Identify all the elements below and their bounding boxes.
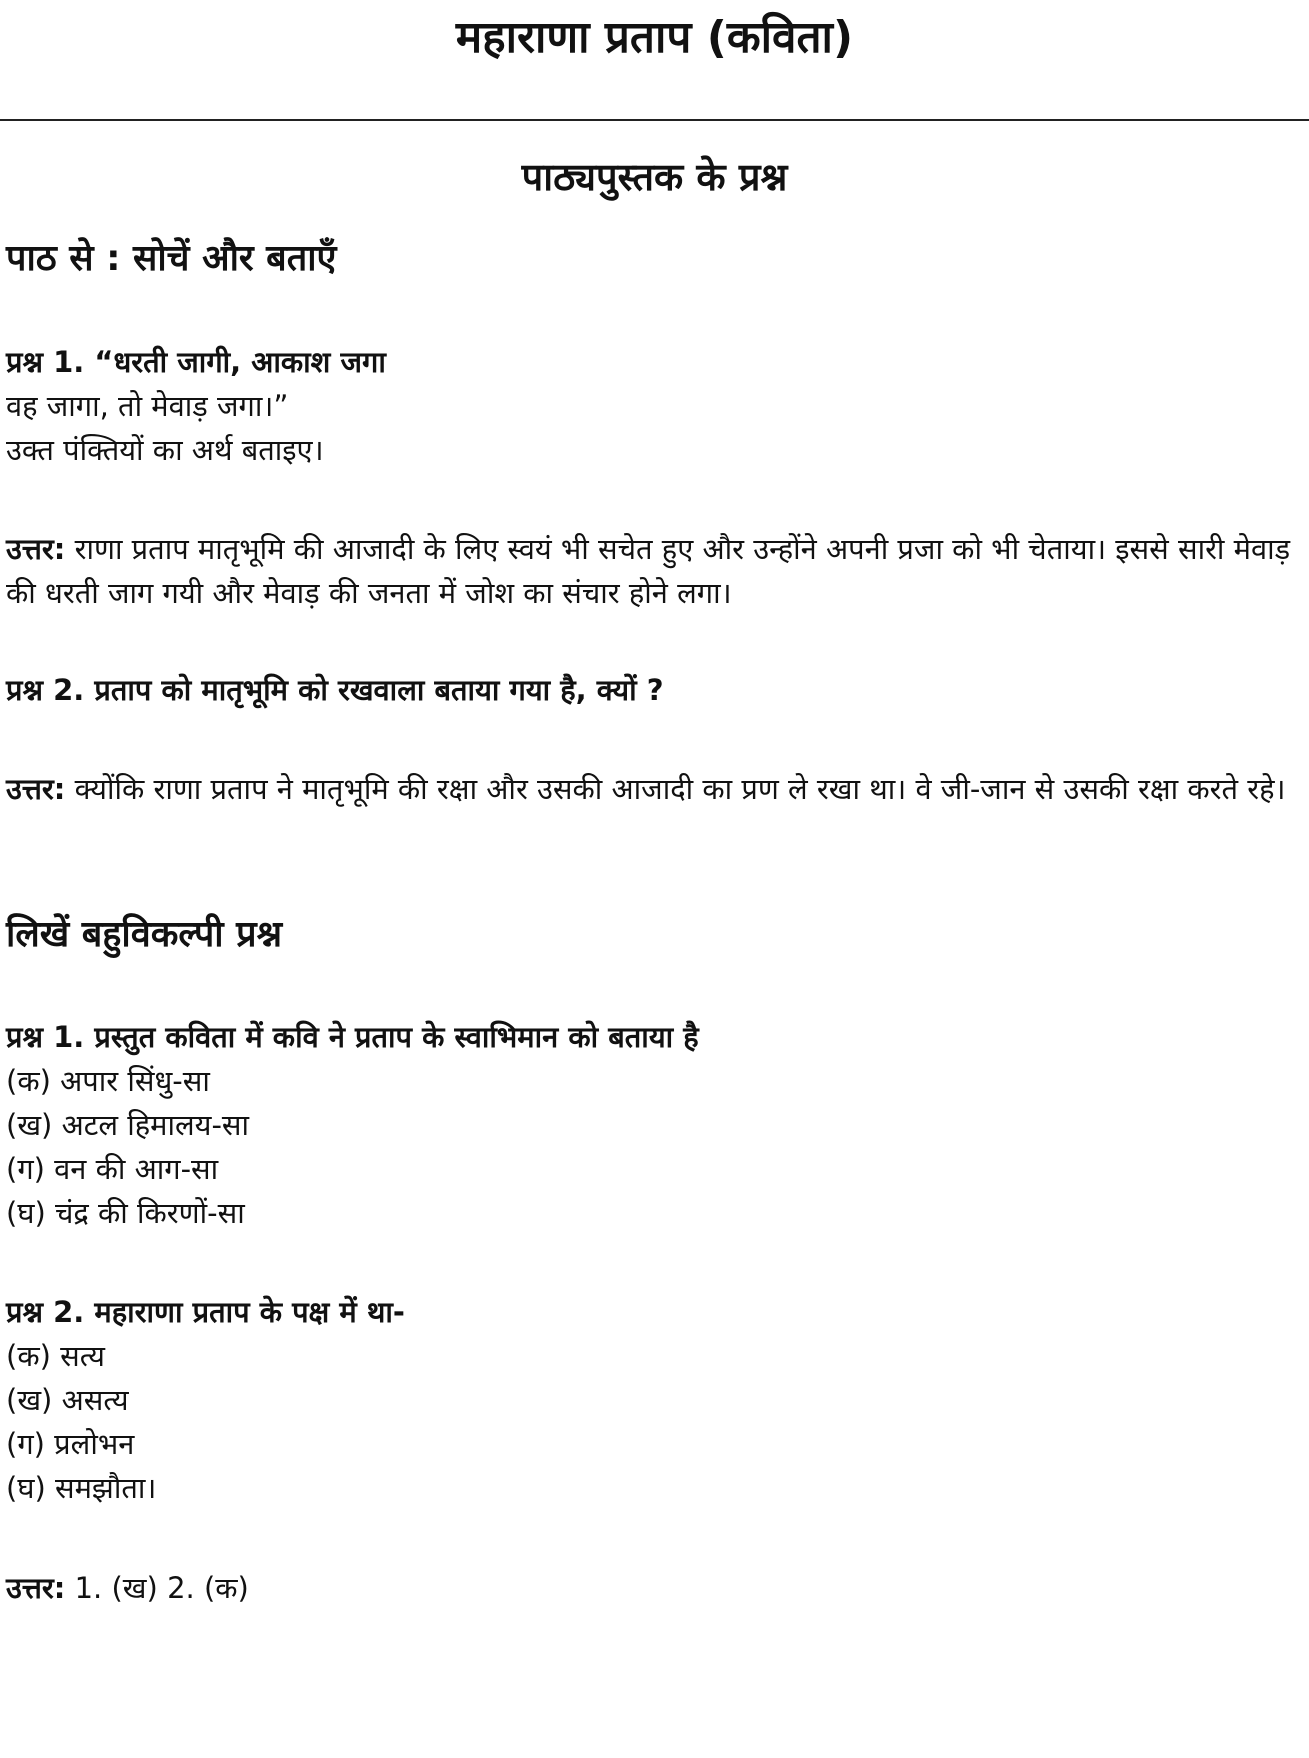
mcq-1-question: प्रश्न 1. प्रस्तुत कविता में कवि ने प्रताप के स्वाभिमान को बताया है [6, 1020, 699, 1054]
mcq-block-1 [6, 1015, 1296, 1235]
answer-1-label: उत्तर: [6, 532, 66, 566]
mcq-1-option-ka: (क) अपार सिंधु-सा [6, 1064, 210, 1098]
answer-2-text: क्योंकि राणा प्रताप ने मातृभूमि की रक्षा और उसकी आजादी का प्रण ले रखा था। वे जी-जान से उसकी रक्षा करते रहे। [65, 772, 1286, 806]
mcq-2-option-ga: (ग) प्रलोभन [6, 1427, 135, 1461]
page-title: महाराणा प्रताप (कविता) [455, 12, 854, 63]
answer-block-2 [6, 767, 1296, 811]
question-1-line-3: उक्त पंक्तियों का अर्थ बताइए। [6, 433, 324, 467]
question-block-1 [6, 340, 1296, 472]
section-heading-path-se: पाठ से : सोचें और बताएँ [6, 238, 337, 279]
question-1-line-2: वह जागा, तो मेवाड़ जगा।” [6, 389, 289, 423]
mcq-answer-label: उत्तर: [6, 1571, 66, 1605]
mcq-2-option-gha: (घ) समझौता। [6, 1471, 157, 1505]
answer-1-text: राणा प्रताप मातृभूमि की आजादी के लिए स्वयं भी सचेत हुए और उन्होंने अपनी प्रजा को भी चेताया। इससे सारी मेवाड़ की धरती जाग गयी और मेवाड़ की जनता में जोश का संचार होने लगा। [6, 532, 1291, 610]
title-divider [0, 119, 1309, 121]
section-heading-mcq: लिखें बहुविकल्पी प्रश्न [6, 914, 283, 955]
mcq-2-option-ka: (क) सत्य [6, 1339, 105, 1373]
mcq-2-question: प्रश्न 2. महाराणा प्रताप के पक्ष में था- [6, 1295, 405, 1329]
mcq-1-option-ga: (ग) वन की आग-सा [6, 1152, 219, 1186]
mcq-1-option-kha: (ख) अटल हिमालय-सा [6, 1108, 250, 1142]
answer-2-label: उत्तर: [6, 772, 66, 806]
question-block-2 [6, 668, 1296, 712]
mcq-2-option-kha: (ख) असत्य [6, 1383, 129, 1417]
mcq-1-option-gha: (घ) चंद्र की किरणों-सा [6, 1196, 245, 1230]
answer-block-1 [6, 527, 1296, 615]
page-subtitle: पाठ्यपुस्तक के प्रश्न [521, 155, 788, 199]
mcq-block-2 [6, 1290, 1296, 1510]
question-2-text: प्रश्न 2. प्रताप को मातृभूमि को रखवाला बताया गया है, क्यों ? [6, 673, 664, 707]
mcq-answer-text: 1. (ख) 2. (क) [65, 1571, 249, 1605]
question-1-text: प्रश्न 1. “धरती जागी, आकाश जगा [6, 345, 386, 379]
mcq-answer-block [6, 1566, 1296, 1610]
